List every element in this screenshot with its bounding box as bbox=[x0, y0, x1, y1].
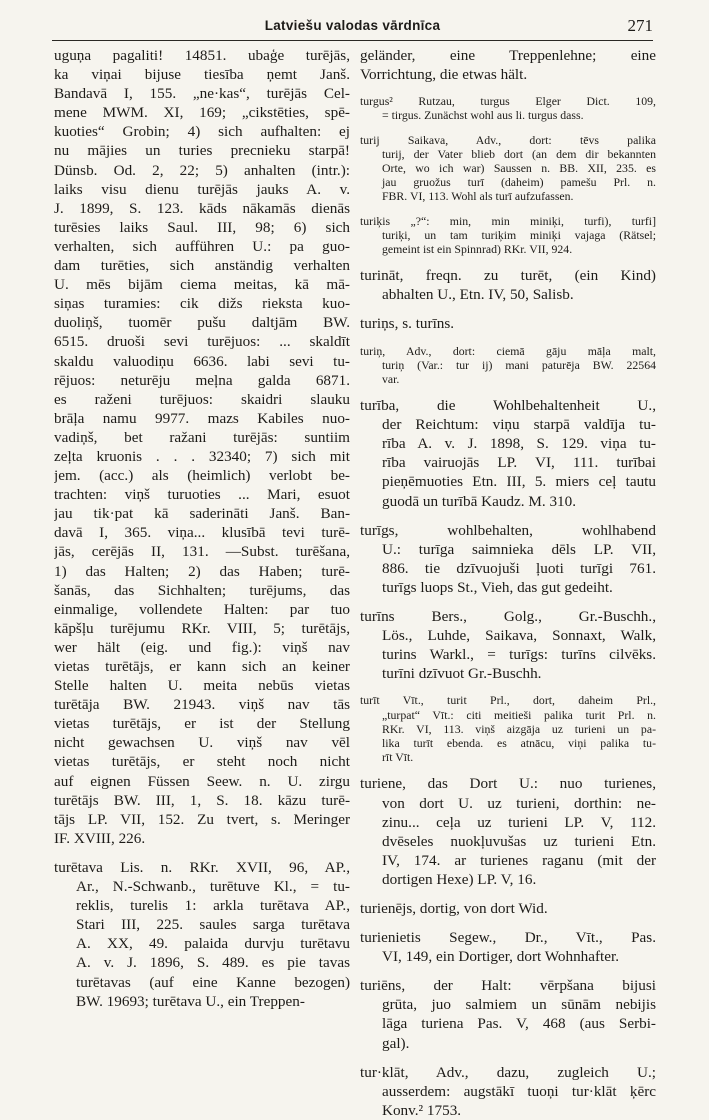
text-line: turiņ (Var.: tur ij) mani paturēja BW. 22564 bbox=[382, 357, 656, 372]
text-line: trachten: viņš turuoties ... Mari, esuot bbox=[54, 486, 350, 504]
text-line: guodā un turībā Kaudz. M. 310. bbox=[382, 492, 577, 510]
text-line: turīgs, wohlbehalten, wohlhabend bbox=[360, 521, 656, 539]
text-line: es raženi turējuos: skaidri slauku bbox=[54, 390, 350, 408]
text-line: turēsies laiks Saul. III, 98; 6) sich bbox=[54, 218, 350, 236]
entry-continuation bbox=[54, 46, 350, 848]
text-line: nicht gewachsen U. viņš nav vēl bbox=[54, 734, 350, 752]
text-line: BW. 19693; turētava U., ein Treppen- bbox=[76, 992, 305, 1010]
text-line: verhalten, sich aufführen U.: pa guo- bbox=[54, 237, 350, 255]
text-line: einmalige, vollendete Halten: par tuo bbox=[54, 600, 350, 618]
text-line: dortigen Hexe) LP. V, 16. bbox=[382, 870, 537, 888]
text-line: turiene, das Dort U.: nuo turienes, bbox=[360, 775, 656, 793]
text-line: tājs LP. VII, 152. Zu tvert, s. Meringer bbox=[54, 810, 350, 828]
text-line: Dünsb. Od. 2, 22; 5) anhalten (intr.): bbox=[54, 161, 350, 179]
text-line: grūta, juo salmiem un sūnām nebijis bbox=[382, 996, 656, 1014]
text-line: geländer, eine Treppenlehne; eine bbox=[360, 47, 656, 64]
text-line: VI, 149, ein Dortiger, dort Wohnhafter. bbox=[382, 948, 620, 966]
text-line: ausserdem: augstākī tuoņi tur·klāt ķērc bbox=[382, 1082, 656, 1100]
text-line: Bandavā I, 155. „ne·kas“, turējās Cel- bbox=[54, 85, 350, 103]
text-line: mene MWM. XI, 169; „cikstēties, spē- bbox=[54, 104, 350, 122]
text-line: turiķi, un tam turiķim miniķi vajaga (Rätsel; bbox=[382, 227, 656, 242]
text-line: turētāja BW. 21943. viņš nav tās bbox=[54, 696, 350, 714]
entry-turiene bbox=[360, 774, 656, 889]
text-line: Stelle halten U. meita nebūs vietas bbox=[54, 677, 350, 695]
entry-turetava bbox=[54, 858, 350, 1011]
text-line: J. 1899, S. 123. kāds nākamās dienās bbox=[54, 199, 350, 217]
text-line: var. bbox=[382, 371, 400, 386]
text-line: šanās, das Sichhalten; turējums, das bbox=[54, 581, 350, 599]
entry-turigs bbox=[360, 521, 656, 597]
text-line: lāga turiena Pas. V, 468 (aus Serbi- bbox=[382, 1015, 656, 1033]
text-line: lika turīt ebenda. es atnācu, viņi palika tu- bbox=[382, 736, 656, 751]
right-column bbox=[360, 46, 656, 1120]
entry-turiens bbox=[360, 976, 656, 1052]
entry-turiba bbox=[360, 396, 656, 511]
text-line: vadiņš, bet ražani turējās: suntiim bbox=[54, 428, 350, 446]
text-line: turiēns, der Halt: vērpšana bijusi bbox=[360, 977, 656, 995]
text-line: vietas turētājs, er steht noch nicht bbox=[54, 753, 350, 771]
text-line: rība vairuojās LP. VI, 111. turībai bbox=[382, 454, 656, 472]
entry-turklat bbox=[360, 1063, 656, 1120]
text-line: vietas turētājs, er ist der Stellung bbox=[54, 715, 350, 733]
text-line: jau gruožus turī (daheim) pamešu Prl. n. bbox=[382, 175, 656, 190]
text-line: jās, cerējās II, 131. —Subst. turēšana, bbox=[54, 543, 350, 561]
text-line: turīgs luops St., Vieh, das gut gedeiht. bbox=[382, 578, 613, 596]
text-line: Lös., Luhde, Saikava, Sonnaxt, Walk, bbox=[382, 627, 656, 645]
text-line: nu mājies un turies precnieku starpā! bbox=[54, 142, 350, 160]
text-line: turība, die Wohlbehaltenheit U., bbox=[360, 397, 656, 415]
text-line: rējuos: neturēju meļna galda 6871. bbox=[54, 371, 350, 389]
entry-turgus bbox=[360, 94, 656, 122]
entry-turins bbox=[360, 314, 656, 333]
text-line: U. mēs bijām ciema meitas, kā mā- bbox=[54, 276, 350, 294]
text-line: dam turēties, sich anständig verhalten bbox=[54, 257, 350, 275]
text-line: uguņa pagaliti! 14851. ubaģe turējās, bbox=[54, 47, 350, 64]
text-line: IF. XVIII, 226. bbox=[54, 829, 146, 847]
left-column bbox=[54, 46, 350, 1011]
text-line: kuoties“ Grobin; 4) sich aufhalten: ej bbox=[54, 123, 350, 141]
text-line: laiks visu dienu turējās jauks A. v. bbox=[54, 180, 350, 198]
text-line: dvēseles nuokļuvušas uz turieni Etn. bbox=[382, 832, 656, 850]
running-title: Latviešu valodas vārdnīca bbox=[264, 18, 441, 33]
text-line: „turpat“ Vīt.: citi meitieši palika turit Prl. n. bbox=[382, 707, 656, 722]
text-line: 886. tie dzīvuojuši ļuoti turīgi 761. bbox=[382, 559, 656, 577]
text-line: FBR. VI, 113. Wohl als turī aufzufassen. bbox=[382, 189, 574, 204]
text-line: Konv.² 1753. bbox=[382, 1101, 462, 1119]
text-line: turiņ, Adv., dort: ciemā gāju māļa malt, bbox=[360, 343, 656, 358]
text-line: = tirgus. Zunächst wohl aus li. turgus dass. bbox=[382, 108, 584, 123]
text-line: Ar., N.-Schwanb., turētuve Kl., = tu- bbox=[76, 878, 350, 896]
text-line: skaldu valuodiņu 6636. labi sevi tu- bbox=[54, 352, 350, 370]
text-line: RKr. VI, 113. viņš aizgāja uz turieni un pa- bbox=[382, 721, 656, 736]
text-line: zinu... ceļa uz turieni LP. V, 112. bbox=[382, 813, 656, 831]
text-line: jau tik·pat kā saderināti Janš. Ban- bbox=[54, 505, 350, 523]
text-line: turīt Vīt., turit Prl., dort, daheim Prl., bbox=[360, 693, 656, 708]
text-line: turiņs, s. turīns. bbox=[360, 315, 455, 333]
text-line: Stari III, 225. saules sarga turētava bbox=[76, 916, 350, 934]
text-line: abhalten U., Etn. IV, 50, Salisb. bbox=[382, 286, 574, 304]
text-line: gemeint ist ein Spinnrad) RKr. VII, 924. bbox=[382, 242, 573, 257]
text-line: A. XX, 49. palaida durvju turētavu bbox=[76, 935, 350, 953]
text-line: turienējs, dortig, von dort Wid. bbox=[360, 900, 548, 917]
page-number: 271 bbox=[627, 16, 653, 35]
text-line: gal). bbox=[382, 1034, 410, 1052]
text-line: jem. (acc.) als (heimlich) verlobt be- bbox=[54, 467, 350, 485]
entry-turins2 bbox=[360, 607, 656, 683]
text-line: davā I, 365. viņa... klusībā tevi turē- bbox=[54, 524, 350, 542]
text-line: turētava Lis. n. RKr. XVII, 96, AP., bbox=[54, 858, 350, 876]
entry-turit bbox=[360, 693, 656, 764]
text-line: brāļa namu 9977. mazs Kabiles nuo- bbox=[54, 409, 350, 427]
text-line: turīni dzīvuot Gr.-Buschh. bbox=[382, 665, 542, 683]
text-line: A. v. J. 1896, S. 489. es pie tavas bbox=[76, 954, 350, 972]
text-line: auf eignen Füssen Seew. n. U. zirgu bbox=[54, 772, 350, 790]
text-line: der Reichtum: viņu starpā valdīja tu- bbox=[382, 416, 656, 434]
text-line: rīt Vīt. bbox=[382, 750, 414, 765]
text-line: turij, der Vater blieb dort (an dem dir bekannten bbox=[382, 146, 656, 161]
text-line: pieņēmuoties Etn. III, 5. miers ceļ tautu bbox=[382, 473, 656, 491]
entry-turij bbox=[360, 133, 656, 204]
text-line: rība A. v. J. 1898, S. 129. viņa tu- bbox=[382, 435, 656, 453]
text-line: ka viņai bijuse tiesība ņemt Janš. bbox=[54, 66, 350, 84]
text-line: siņas turamies: cik dižs rieksta kuo- bbox=[54, 295, 350, 313]
running-head bbox=[52, 16, 653, 41]
text-line: von dort U. uz turieni, dorthin: ne- bbox=[382, 794, 656, 812]
text-line: wer hält (eig. und fig.): viņš nav bbox=[54, 638, 350, 656]
entry-continuation bbox=[360, 46, 656, 84]
entry-turin bbox=[360, 344, 656, 387]
text-line: kāpšļu turējumu RKr. VIII, 5; turētājs, bbox=[54, 619, 350, 637]
text-line: Orte, wo ich war) Saussen n. BB. XII, 235. es bbox=[382, 161, 656, 175]
entry-turikis bbox=[360, 214, 656, 257]
text-line: duoliņš, tuomēr pušu daltjām BW. bbox=[54, 314, 350, 332]
text-line: turētājs BW. III, 1, S. 18. kāzu turē- bbox=[54, 791, 350, 809]
text-line: IV, 174. ar turienes raganu (mit der bbox=[382, 851, 656, 869]
text-line: reklis, turelis 1: arkla turētava AP., bbox=[76, 897, 350, 915]
text-line: vietas turētājs, er kann sich an keiner bbox=[54, 658, 350, 675]
text-line: 6515. druoši sevi turējuos: ... skaldīt bbox=[54, 333, 350, 351]
text-line: U.: turīga saimnieka dēls LP. VII, bbox=[382, 540, 656, 558]
text-line: turij Saikava, Adv., dort: tēvs palika bbox=[360, 132, 656, 147]
text-line: turētavas (auf eine Kanne bezogen) bbox=[76, 973, 350, 991]
text-line: turienietis Segew., Dr., Vīt., Pas. bbox=[360, 929, 656, 947]
text-line: tur·klāt, Adv., dazu, zugleich U.; bbox=[360, 1063, 656, 1081]
text-line: turīns Bers., Golg., Gr.-Buschh., bbox=[360, 608, 656, 626]
entry-turienejs bbox=[360, 899, 656, 918]
text-line: turins Warkl., = turīgs: turīns cilvēks. bbox=[382, 646, 656, 664]
text-line: turiķis „?“: min, min miniķi, turfi), turfi] bbox=[360, 213, 656, 228]
entry-turinat bbox=[360, 266, 656, 304]
text-line: zeļta kruonis . . . 32340; 7) sich mit bbox=[54, 447, 350, 465]
text-line: 1) das Halten; 2) das Haben; turē- bbox=[54, 562, 350, 580]
text-line: Vorrichtung, die etwas hält. bbox=[360, 66, 528, 84]
text-line: turgus² Rutzau, turgus Elger Dict. 109, bbox=[360, 94, 656, 109]
entry-turienietis bbox=[360, 928, 656, 966]
text-line: turināt, freqn. zu turēt, (ein Kind) bbox=[360, 267, 656, 285]
